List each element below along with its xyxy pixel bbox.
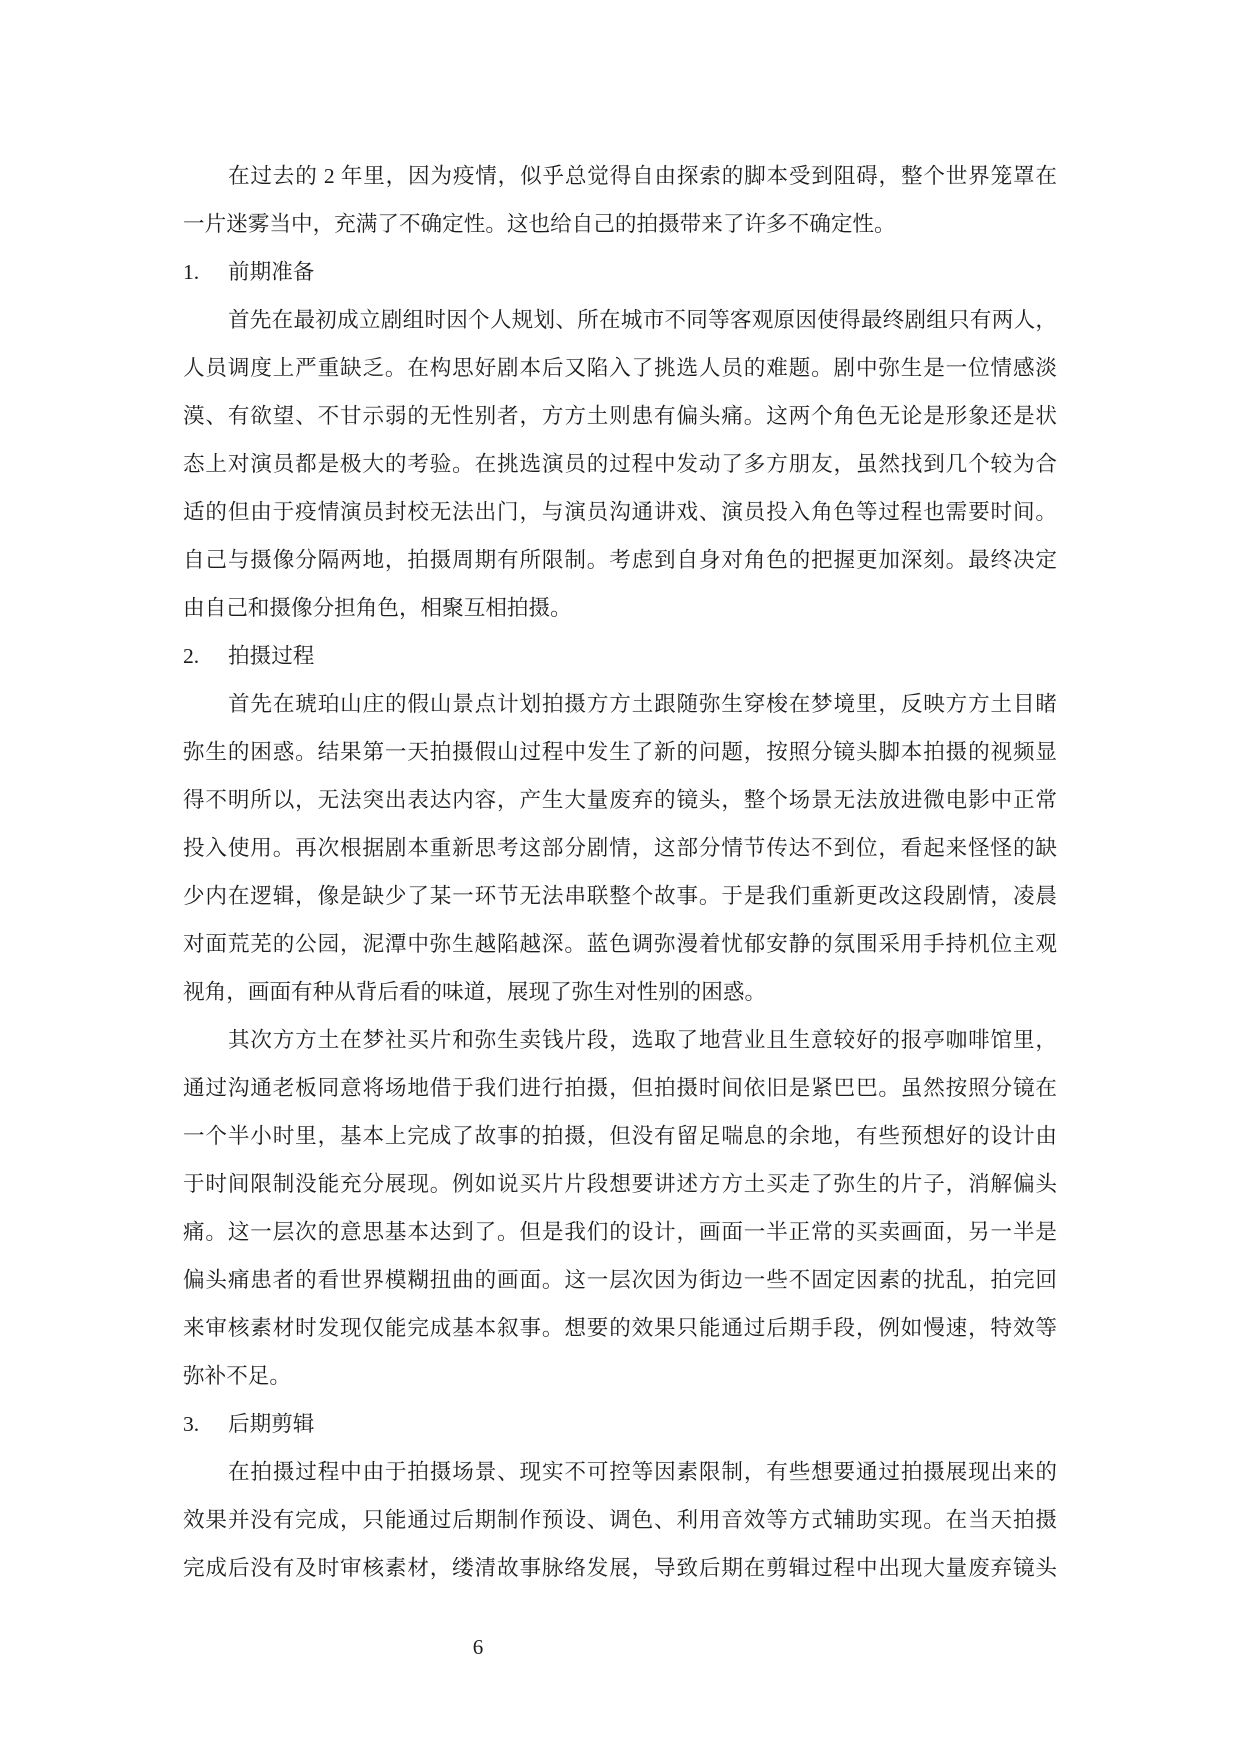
- text-line: 对面荒芜的公园，泥潭中弥生越陷越深。蓝色调弥漫着忧郁安静的氛围采用手持机位主观: [183, 932, 1057, 956]
- section-number: 3.: [183, 1412, 200, 1436]
- text-line: 人员调度上严重缺乏。在构思好剧本后又陷入了挑选人员的难题。剧中弥生是一位情感淡: [183, 356, 1057, 380]
- section-title: 拍摄过程: [228, 644, 315, 668]
- section-number: 1.: [183, 260, 200, 284]
- section-title: 前期准备: [228, 260, 315, 284]
- text-line: 视角，画面有种从背后看的味道，展现了弥生对性别的困惑。: [183, 980, 767, 1004]
- text-line: 少内在逻辑，像是缺少了某一环节无法串联整个故事。于是我们重新更改这段剧情，凌晨: [183, 884, 1057, 908]
- section-heading: [183, 632, 1057, 680]
- text-line: 首先在最初成立剧组时因个人规划、所在城市不同等客观原因使得最终剧组只有两人，: [228, 308, 1057, 332]
- text-line: 来审核素材时发现仅能完成基本叙事。想要的效果只能通过后期手段，例如慢速，特效等: [183, 1316, 1057, 1340]
- text-line: 首先在琥珀山庄的假山景点计划拍摄方方土跟随弥生穿梭在梦境里，反映方方土目睹: [228, 692, 1057, 716]
- text-line: 漠、有欲望、不甘示弱的无性别者，方方土则患有偏头痛。这两个角色无论是形象还是状: [183, 404, 1057, 428]
- text-line: 效果并没有完成，只能通过后期制作预设、调色、利用音效等方式辅助实现。在当天拍摄: [183, 1508, 1057, 1532]
- text-line: 其次方方土在梦社买片和弥生卖钱片段，选取了地营业且生意较好的报亭咖啡馆里，: [228, 1028, 1057, 1052]
- text-line: 完成后没有及时审核素材，缕清故事脉络发展，导致后期在剪辑过程中出现大量废弃镜头: [183, 1556, 1057, 1580]
- text-line: 一个半小时里，基本上完成了故事的拍摄，但没有留足喘息的余地，有些预想好的设计由: [183, 1124, 1057, 1148]
- text-line: 适的但由于疫情演员封校无法出门，与演员沟通讲戏、演员投入角色等过程也需要时间。: [183, 500, 1057, 524]
- section-number: 2.: [183, 644, 200, 668]
- section-heading: [183, 248, 1057, 296]
- text-line: 在拍摄过程中由于拍摄场景、现实不可控等因素限制，有些想要通过拍摄展现出来的: [228, 1460, 1057, 1484]
- text-line: 痛。这一层次的意思基本达到了。但是我们的设计，画面一半正常的买卖画面，另一半是: [183, 1220, 1057, 1244]
- text-line: 态上对演员都是极大的考验。在挑选演员的过程中发动了多方朋友，虽然找到几个较为合: [183, 452, 1057, 476]
- text-line: 偏头痛患者的看世界模糊扭曲的画面。这一层次因为街边一些不固定因素的扰乱，拍完回: [183, 1268, 1057, 1292]
- text-line: 弥生的困惑。结果第一天拍摄假山过程中发生了新的问题，按照分镜头脚本拍摄的视频显: [183, 740, 1057, 764]
- text-line: 一片迷雾当中，充满了不确定性。这也给自己的拍摄带来了许多不确定性。: [183, 212, 896, 236]
- text-line: 由自己和摄像分担角色，相聚互相拍摄。: [183, 596, 572, 620]
- section-title: 后期剪辑: [228, 1412, 315, 1436]
- text-line: 得不明所以，无法突出表达内容，产生大量废弃的镜头，整个场景无法放进微电影中正常: [183, 788, 1057, 812]
- text-line: 于时间限制没能充分展现。例如说买片片段想要讲述方方土买走了弥生的片子，消解偏头: [183, 1172, 1057, 1196]
- text-line: 自己与摄像分隔两地，拍摄周期有所限制。考虑到自身对角色的把握更加深刻。最终决定: [183, 548, 1057, 572]
- text-line: 在过去的 2 年里，因为疫情，似乎总觉得自由探索的脚本受到阻碍，整个世界笼罩在: [228, 164, 1057, 188]
- section-heading: [183, 1400, 1057, 1448]
- text-line: 通过沟通老板同意将场地借于我们进行拍摄，但拍摄时间依旧是紧巴巴。虽然按照分镜在: [183, 1076, 1057, 1100]
- document-body: [183, 152, 1057, 1592]
- text-line: 投入使用。再次根据剧本重新思考这部分剧情，这部分情节传达不到位，看起来怪怪的缺: [183, 836, 1057, 860]
- text-line: 弥补不足。: [183, 1364, 291, 1388]
- page-number: 6: [472, 1635, 484, 1659]
